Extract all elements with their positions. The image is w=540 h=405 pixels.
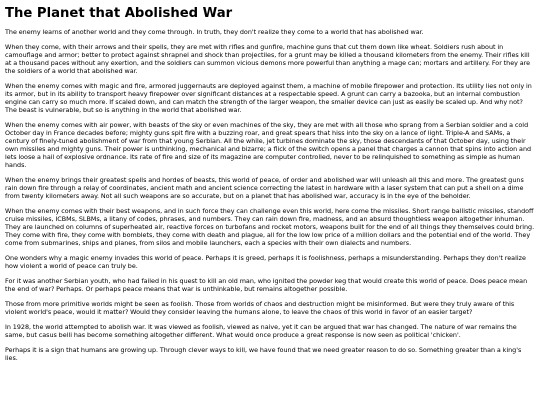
paragraph-11: Perhaps it is a sign that humans are growing up. Through clever ways to kill, we have found that we need greater reason to do so. Something greater than a king's lies. xyxy=(5,346,522,362)
paragraph-2: When they come, with their arrows and their spells, they are met with rifles and gunfire, machine guns that cut them down like wheat. Soldiers rush about in camouflage and armor; better to protect against shrapnel and shock than projectiles, for a grunt may be killed a thousand kilometers from the enemy. Their rifles kill at a thousand paces without any exertion, and the soldiers can summon vicious demons more powerful than anything a mage can; mortars and artillery. For they are the soldiers of a world that abolished war. xyxy=(5,43,531,75)
paragraph-6: When the enemy comes with their best weapons, and in such force they can challenge even this world, here come the missiles. Short range ballistic missiles, standoff cruise missiles, ICBMs, SLBMs, a litany of codes, phrases, and numbers. They can rain down fire, madness, and an absurd thoughtless weapon altogether inhuman. They are launched on columns of superheated air, reactive forces on turbofans and rocket motors, weapons built for the end of all things they themselves could bring. They come with fire, they come with bomblets, they come with death and plague, all for the low low price of a million dollars and the potential end of the world. They come from submarines, ships and planes, from silos and mobile launchers, each a species with their own dialects and numbers. xyxy=(5,207,535,247)
paragraph-4: When the enemy comes with air power, with beasts of the sky or even machines of the sky, they are met with all those who sprang from a Serbian soldier and a cold October day in France decades before; mighty guns spit fire with a buzzing roar, and great spears that hiss into the sky on a lance of light. Triple-A and SAMs, a century of finely-tuned abolishment of war from that young Serbian. All the while, jet turbines dominate the sky, those descendants of that October day, using their own missiles and mighty guns. Their power is unthinking, mechanical and bizarre; a flick of the switch opens a panel that charges a cannon that spins into action and lets loose a hail of explosive ordnance. Its rate of fire and size of its magazine are computer controlled, never to be relinquished to something as simple as human hands. xyxy=(5,121,532,169)
page-title: The Planet that Abolished War xyxy=(5,6,233,21)
paragraph-9: Those from more primitive worlds might be seen as foolish. Those from worlds of chaos and destruction might be misinformed. But were they truly aware of this violent world's peace, would it matter? Would they consider leaving the humans alone, to leave the chaos of this world in favor of an easier target? xyxy=(5,300,515,316)
paragraph-3: When the enemy comes with magic and fire, armored juggernauts are deployed against them, a machine of mobile firepower and protection. Its utility lies not only in its armor, but in its ability to transport heavy firepower over significant distances at a respectable speed. A grunt can carry a bazooka, but an internal combustion engine can carry so much more. If scaled down, and can match the strength of the larger weapon, the smaller device can just as easily be scaled up. And why not? The beast is vulnerable, but so is anything in the world that abolished war. xyxy=(5,82,532,114)
paragraph-7: One wonders why a magic enemy invades this world of peace. Perhaps it is greed, perhaps it is foolishness, perhaps a misunderstanding. Perhaps they don't realize how violent a world of peace can truly be. xyxy=(5,254,526,270)
paragraph-8: For it was another Serbian youth, who had failed in his quest to kill an old man, who ignited the powder keg that would create this world of peace. Does peace mean the end of war? Perhaps. Or perhaps peace means that war is unthinkable, but remains altogether possible. xyxy=(5,277,528,293)
paragraph-5: When the enemy brings their greatest spells and hordes of beasts, this world of peace, of order and abolished war will unleash all this and more. The greatest guns rain down fire through a relay of coordinates, ancient math and ancient science correcting the latest in hardware with a laser system that can put a shell on a dime from twenty kilometers away. Not all such weapons are so accurate, but on a planet that has abolished war, accuracy is in the eye of the beholder. xyxy=(5,176,524,200)
paragraph-1: The enemy learns of another world and they come through. In truth, they don't realize they come to a world that has abolished war. xyxy=(5,28,424,36)
paragraph-10: In 1928, the world attempted to abolish war. It was viewed as foolish, viewed as naive, yet it can be argued that war has changed. The nature of war remains the same, but casus belli has become something altogether different. What would once produce a great response is now seen as political 'chicken'. xyxy=(5,323,517,339)
